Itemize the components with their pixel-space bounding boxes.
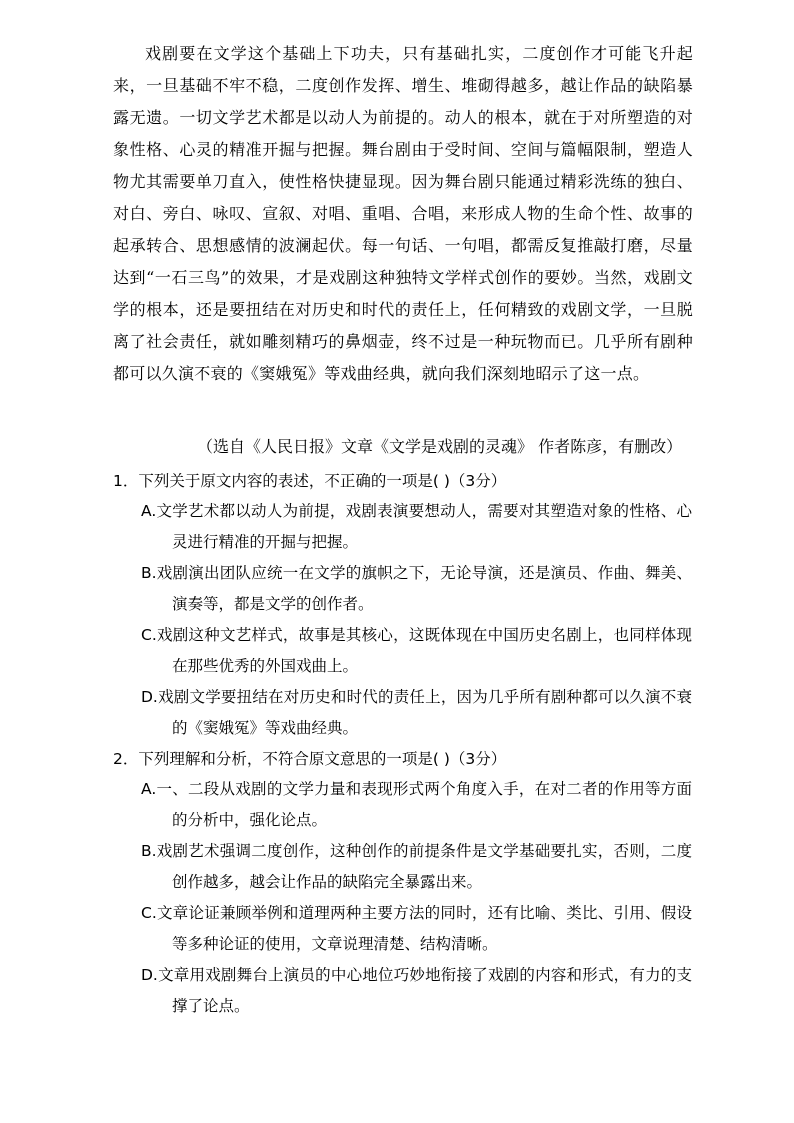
question-stem: 1．下列关于原文内容的表述，不正确的一项是( )（3分） [113, 472, 507, 490]
option-d: D.戏剧文学要扭结在对历史和时代的责任上，因为几乎所有剧种都可以久演不衰的《窦娥冤》等戏曲经典。 [141, 688, 692, 737]
option-c: C.戏剧这种文艺样式，故事是其核心，这既体现在中国历史名剧上，也同样体现在那些优秀的外国戏曲上。 [141, 626, 692, 675]
option-c: C.文章论证兼顾举例和道理两种主要方法的同时，还有比喻、类比、引用、假设等多种论证的使用，文章说理清楚、结构清晰。 [141, 904, 692, 953]
passage [113, 38, 693, 390]
question-2 [113, 744, 703, 1022]
option-a: A.一、二段从戏剧的文学力量和表现形式两个角度入手，在对二者的作用等方面的分析中，强化论点。 [141, 780, 692, 829]
option-d: D.文章用戏剧舞台上演员的中心地位巧妙地衔接了戏剧的内容和形式，有力的支撑了论点。 [141, 966, 692, 1015]
question-1 [113, 466, 703, 744]
question-list [113, 466, 703, 1022]
option-b: B.戏剧艺术强调二度创作，这种创作的前提条件是文学基础要扎实，否则，二度创作越多，越会让作品的缺陷完全暴露出来。 [141, 842, 692, 891]
option-a: A.文学艺术都以动人为前提，戏剧表演要想动人，需要对其塑造对象的性格、心灵进行精准的开掘与把握。 [141, 502, 692, 551]
option-b: B.戏剧演出团队应统一在文学的旗帜之下，无论导演，还是演员、作曲、舞美、演奏等，都是文学的创作者。 [141, 564, 692, 613]
question-stem: 2．下列理解和分析，不符合原文意思的一项是( )（3分） [113, 750, 507, 768]
passage-paragraph: 戏剧要在文学这个基础上下功夫，只有基础扎实，二度创作才可能飞升起来，一旦基础不牢不稳，二度创作发挥、增生、堆砌得越多，越让作品的缺陷暴露无遗。一切文学艺术都是以动人为前提的。动人的根本，就在于对所塑造的对象性格、心灵的精准开掘与把握。舞台剧由于受时间、空间与篇幅限制，塑造人物尤其需要单刀直入，使性格快捷显现。因为舞台剧只能通过精彩洗练的独白、对白、旁白、咏叹、宣叙、对唱、重唱、合唱，来形成人物的生命个性、故事的起承转合、思想感情的波澜起伏。每一句话、一句唱，都需反复推敲打磨，尽量达到“一石三鸟”的效果，才是戏剧这种独特文学样式创作的要妙。当然，戏剧文学的根本，还是要扭结在对历史和时代的责任上，任何精致的戏剧文学，一旦脱离了社会责任，就如雕刻精巧的鼻烟壶，终不过是一种玩物而已。几乎所有剧种都可以久演不衰的《窦娥冤》等戏曲经典，就向我们深刻地昭示了这一点。 [113, 44, 693, 383]
passage-source: （选自《人民日报》文章《文学是戏剧的灵魂》 作者陈彦，有删改） [197, 437, 683, 456]
